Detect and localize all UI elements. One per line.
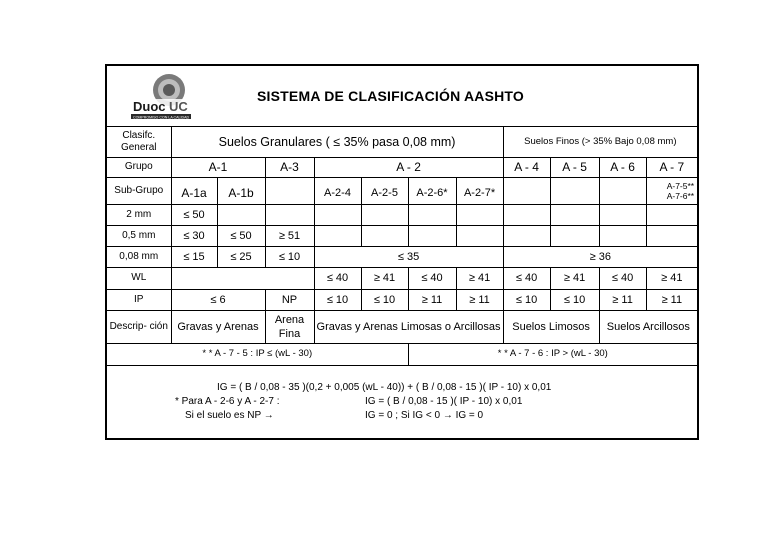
cell-suelos-finos: Suelos Finos (> 35% Bajo 0,08 mm) (503, 127, 697, 157)
cell-008mm-a3: ≤ 10 (265, 246, 314, 267)
cell-sub-a27: A-2-7* (456, 177, 503, 204)
cell-suelos-granulares: Suelos Granulares ( ≤ 35% pasa 0,08 mm) (171, 127, 503, 157)
formula-np-label: Si el suelo es NP → (185, 410, 274, 421)
cell-wl-a26: ≤ 40 (408, 267, 456, 289)
label-05mm: 0,5 mm (107, 225, 171, 246)
label-clasificacion-general: Clasifc. General (107, 127, 171, 157)
aashto-table (107, 127, 697, 366)
cell-desc-limosos: Suelos Limosos (503, 310, 599, 343)
cell-sub-a5-empty (550, 177, 599, 204)
cell-ip-a26: ≥ 11 (408, 289, 456, 310)
row-notes (107, 343, 697, 365)
formula-note-label: * Para A - 2-6 y A - 2-7 : (175, 396, 280, 407)
cell-sub-a4-empty (503, 177, 550, 204)
formula-note: IG = ( B / 0,08 - 15 )( IP - 10) x 0,01 (365, 396, 523, 407)
cell-008mm-a1a: ≤ 15 (171, 246, 217, 267)
cell-008mm-a1b: ≤ 25 (217, 246, 265, 267)
formula-ig-main: IG = ( B / 0,08 - 35 )(0,2 + 0,005 (wL - 40)) + ( B / 0,08 - 15 )( IP - 10) x 0,01 (217, 382, 552, 393)
row-general (107, 127, 697, 157)
row-descripcion (107, 310, 697, 343)
label-ip: IP (107, 289, 171, 310)
cell-ip-a5: ≤ 10 (550, 289, 599, 310)
label-grupo: Grupo (107, 157, 171, 177)
svg-text:COMPROMISO CON LA CALIDAD: COMPROMISO CON LA CALIDAD (133, 115, 190, 120)
cell-05mm-a1a: ≤ 30 (171, 225, 217, 246)
cell-05mm-a3: ≥ 51 (265, 225, 314, 246)
cell-sub-a24: A-2-4 (314, 177, 361, 204)
cell-desc-arcillosos: Suelos Arcillosos (599, 310, 697, 343)
cell-grupo-a4: A - 4 (503, 157, 550, 177)
cell-wl-a24: ≤ 40 (314, 267, 361, 289)
cell-grupo-a5: A - 5 (550, 157, 599, 177)
cell-2mm-a1a: ≤ 50 (171, 204, 217, 225)
label-descripcion: Descrip- ción (107, 310, 171, 343)
row-05mm (107, 225, 697, 246)
cell-wl-a27: ≥ 41 (456, 267, 503, 289)
label-wl: WL (107, 267, 171, 289)
cell-grupo-a3: A-3 (265, 157, 314, 177)
note-a75: * * A - 7 - 5 : IP ≤ (wL - 30) (107, 343, 408, 365)
cell-wl-a5: ≥ 41 (550, 267, 599, 289)
ig-formulas (107, 372, 697, 438)
cell-ip-a3: NP (265, 289, 314, 310)
cell-05mm-a1b: ≤ 50 (217, 225, 265, 246)
cell-grupo-a7: A - 7 (646, 157, 697, 177)
sub-a76-label: A-7-6** (666, 190, 695, 201)
cell-ip-a6: ≥ 11 (599, 289, 646, 310)
cell-wl-a6: ≤ 40 (599, 267, 646, 289)
label-008mm: 0,08 mm (107, 246, 171, 267)
row-008mm (107, 246, 697, 267)
cell-grupo-a6: A - 6 (599, 157, 646, 177)
duoc-uc-logo (129, 73, 193, 121)
row-subgrupo (107, 177, 697, 204)
label-subgrupo: Sub-Grupo (107, 177, 171, 204)
formula-np: IG = 0 ; Si IG < 0 → IG = 0 (365, 410, 484, 421)
page-title: SISTEMA DE CLASIFICACIÓN AASHTO (257, 88, 525, 104)
cell-grupo-a1: A-1 (171, 157, 265, 177)
cell-ip-a4: ≤ 10 (503, 289, 550, 310)
svg-text:Duoc: Duoc (133, 99, 166, 114)
row-wl (107, 267, 697, 289)
label-2mm: 2 mm (107, 204, 171, 225)
cell-desc-a3: Arena Fina (265, 310, 314, 343)
cell-desc-a2: Gravas y Arenas Limosas o Arcillosas (314, 310, 503, 343)
sheet-header (107, 66, 697, 127)
cell-wl-empty (171, 267, 314, 289)
cell-sub-a1b: A-1b (217, 177, 265, 204)
cell-sub-a1a: A-1a (171, 177, 217, 204)
cell-sub-a3-empty (265, 177, 314, 204)
cell-sub-a7 (646, 177, 697, 204)
cell-ip-a1: ≤ 6 (171, 289, 265, 310)
cell-desc-a1: Gravas y Arenas (171, 310, 265, 343)
cell-008mm-fine: ≥ 36 (503, 246, 697, 267)
cell-sub-a26: A-2-6* (408, 177, 456, 204)
cell-ip-a7: ≥ 11 (646, 289, 697, 310)
cell-grupo-a2: A - 2 (314, 157, 503, 177)
cell-sub-a6-empty (599, 177, 646, 204)
cell-ip-a27: ≥ 11 (456, 289, 503, 310)
cell-wl-a25: ≥ 41 (361, 267, 408, 289)
cell-ip-a25: ≤ 10 (361, 289, 408, 310)
row-ip (107, 289, 697, 310)
row-2mm (107, 204, 697, 225)
cell-sub-a25: A-2-5 (361, 177, 408, 204)
row-grupo (107, 157, 697, 177)
cell-wl-a7: ≥ 41 (646, 267, 697, 289)
cell-008mm-a2: ≤ 35 (314, 246, 503, 267)
classification-sheet (105, 64, 699, 440)
svg-text:UC: UC (169, 99, 188, 114)
sub-a75-label: A-7-5** (666, 180, 695, 191)
cell-ip-a24: ≤ 10 (314, 289, 361, 310)
note-a76: * * A - 7 - 6 : IP > (wL - 30) (408, 343, 697, 365)
cell-wl-a4: ≤ 40 (503, 267, 550, 289)
